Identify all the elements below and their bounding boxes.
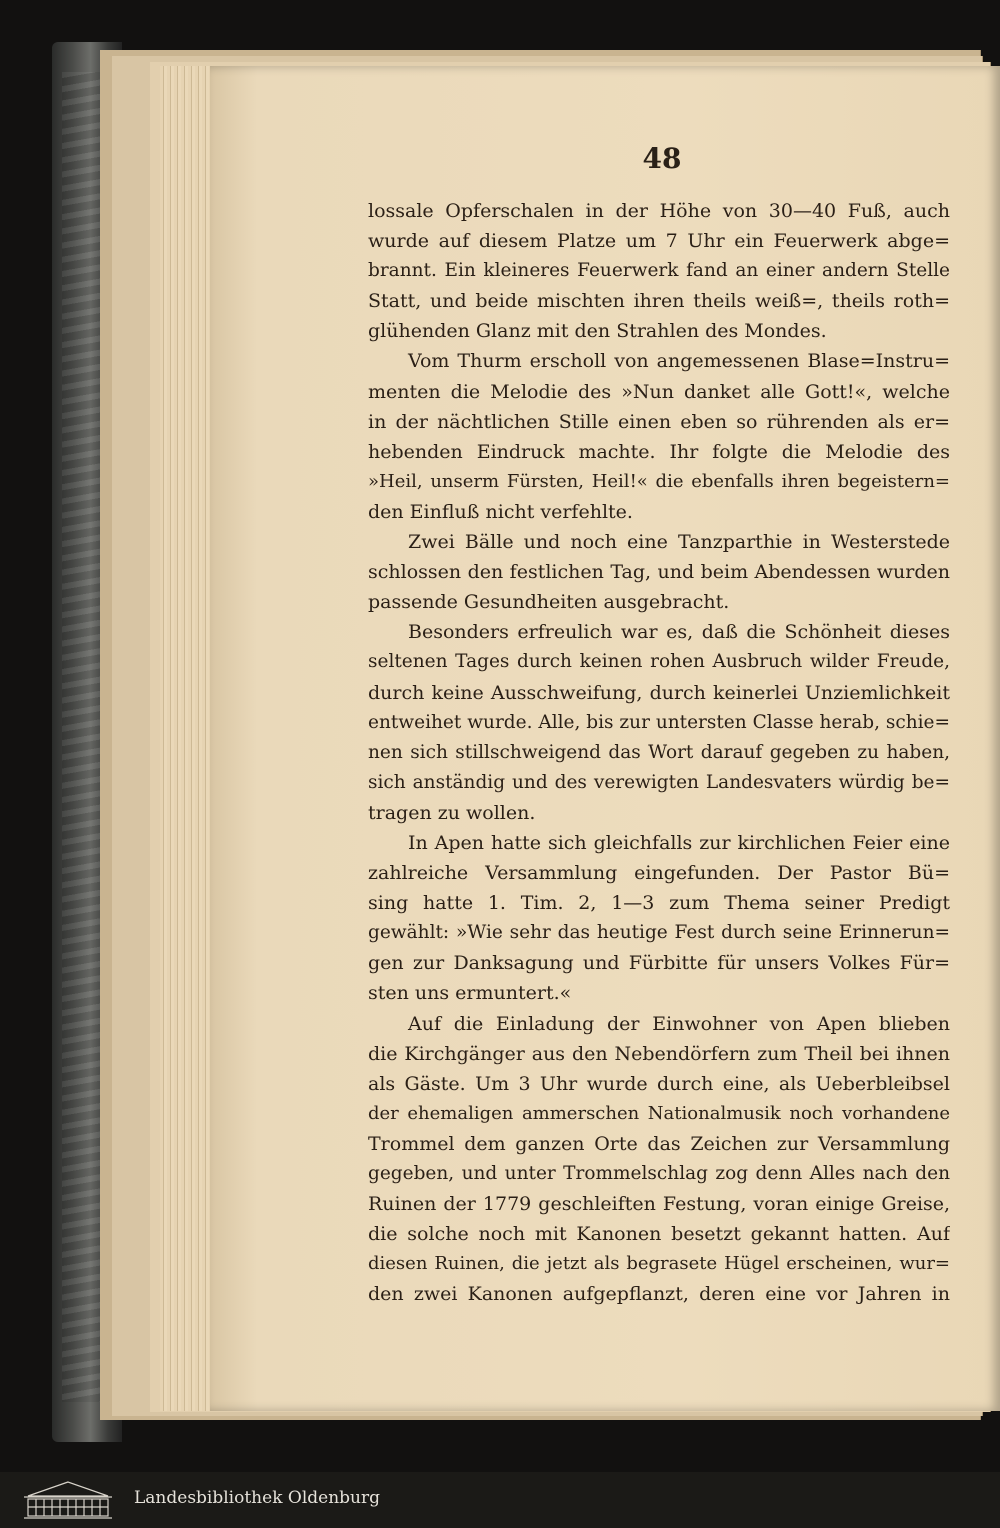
text-line: Ruinen der 1779 geschleiften Festung, voran einige Greise, [368,1193,950,1216]
text-line: der ehemaligen ammerschen Nationalmusik noch vorhandene [368,1102,950,1124]
text-line: sten uns ermuntert.« [368,982,572,1005]
text-line: tragen zu wollen. [368,801,536,824]
text-line: Vom Thurm erscholl von angemessenen Blase=Instru= [408,350,950,373]
text-line: brannt. Ein kleineres Feuerwerk fand an einer andern Stelle [368,260,950,282]
text-line: hebenden Eindruck machte. Ihr folgte die Melodie des [368,440,950,463]
text-line: glühenden Glanz mit den Strahlen des Mondes. [368,320,827,343]
text-line: entweihet wurde. Alle, bis zur untersten Classe herab, schie= [368,711,950,733]
text-line: als Gäste. Um 3 Uhr wurde durch eine, als Ueberbleibsel [368,1072,950,1095]
text-line: Zwei Bälle und noch eine Tanzparthie in Westerstede [408,531,950,554]
text-line: gen zur Danksagung und Fürbitte für unsers Volkes Für= [368,952,950,975]
text-line: durch keine Ausschweifung, durch keinerlei Unziemlichkeit [368,681,950,704]
library-building-icon [20,1480,116,1520]
text-line: lossale Opferschalen in der Höhe von 30—40 Fuß, auch [368,200,950,222]
text-line: »Heil, unserm Fürsten, Heil!« die ebenfalls ihren begeistern= [368,470,950,492]
text-line: zahlreiche Versammlung eingefunden. Der Pastor Bü= [368,862,950,885]
text-line: den Einfluß nicht verfehlte. [368,500,633,523]
text-line: gewählt: »Wie sehr das heutige Fest durch seine Erinnerun= [368,922,950,944]
text-line: diesen Ruinen, die jetzt als begrasete Hügel erscheinen, wur= [368,1253,950,1275]
text-line: menten die Melodie des »Nun danket alle Gott!«, welche [368,380,950,403]
text-line: schlossen den festlichen Tag, und beim Abendessen wurden [368,561,950,584]
text-line: in der nächtlichen Stille einen eben so rührenden als er= [368,410,950,433]
text-line: Besonders erfreulich war es, daß die Schönheit dieses [408,621,950,644]
text-line: Statt, und beide mischten ihren theils weiß=, theils roth= [368,290,950,313]
text-line: nen sich stillschweigend das Wort darauf gegeben zu haben, [368,741,950,763]
text-line: die Kirchgänger aus den Nebendörfern zum Theil bei ihnen [368,1042,950,1065]
book-page [210,66,1000,1411]
text-line: Trommel dem ganzen Orte das Zeichen zur Versammlung [368,1132,950,1155]
text-line: In Apen hatte sich gleichfalls zur kirchlichen Feier eine [408,831,950,854]
text-line: wurde auf diesem Platze um 7 Uhr ein Feuerwerk abge= [368,230,950,253]
text-line: seltenen Tages durch keinen rohen Ausbruch wilder Freude, [368,651,950,673]
page-number: 48 [642,142,682,175]
library-name: Landesbibliothek Oldenburg [134,1488,381,1508]
text-line: die solche noch mit Kanonen besetzt gekannt hatten. Auf [368,1223,950,1246]
text-line: den zwei Kanonen aufgepflanzt, deren eine vor Jahren in [368,1283,950,1306]
footer-bar [0,1472,1000,1528]
text-line: gegeben, und unter Trommelschlag zog denn Alles nach den [368,1163,950,1184]
text-line: passende Gesundheiten ausgebracht. [368,591,730,614]
page-body-text [368,196,950,1309]
text-line: sing hatte 1. Tim. 2, 1—3 zum Thema seiner Predigt [368,892,950,915]
text-line: Auf die Einladung der Einwohner von Apen blieben [408,1012,950,1035]
text-line: sich anständig und des verewigten Landesvaters würdig be= [368,771,950,793]
